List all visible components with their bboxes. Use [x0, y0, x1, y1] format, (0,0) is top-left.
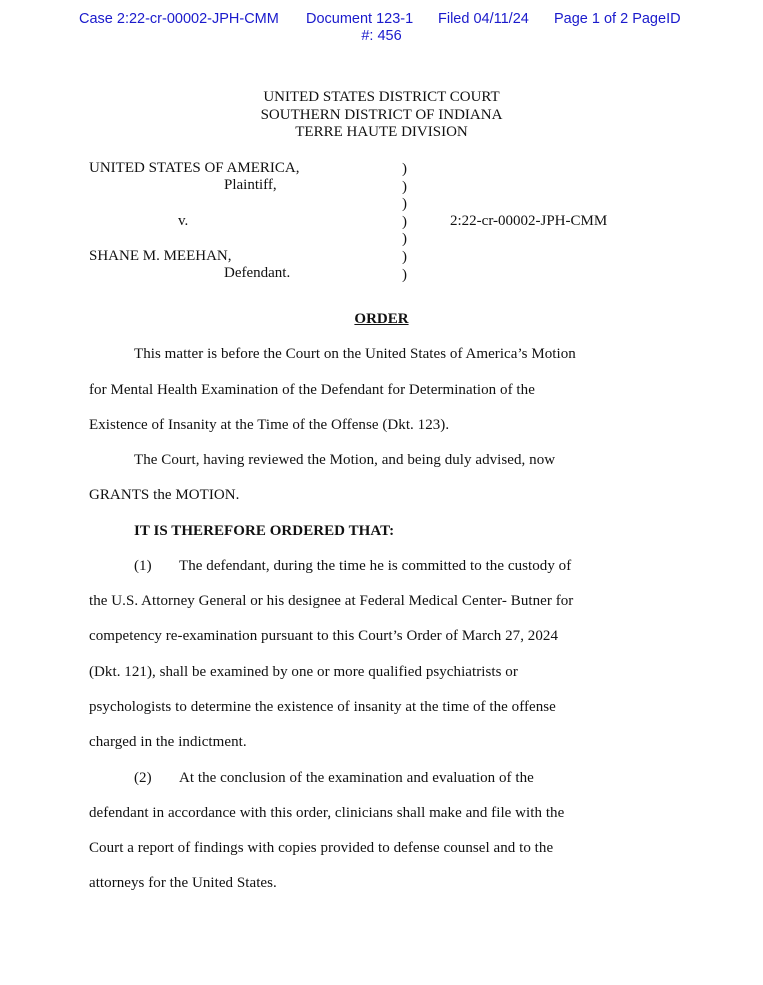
case-number-stamp: Case 2:22-cr-00002-JPH-CMM — [79, 11, 279, 27]
caption-paren: ) — [402, 213, 407, 230]
item-number: (1) — [134, 558, 152, 574]
body-line: (Dkt. 121), shall be examined by one or more qualified psychiatrists or — [89, 664, 518, 680]
body-line: attorneys for the United States. — [89, 875, 277, 891]
caption-paren: ) — [402, 248, 407, 265]
caption-paren: ) — [402, 266, 407, 283]
body-line: the U.S. Attorney General or his designee at Federal Medical Center- Butner for — [89, 593, 574, 609]
case-number: 2:22-cr-00002-JPH-CMM — [450, 213, 608, 229]
defendant-role: Defendant. — [224, 265, 291, 281]
body-line: psychologists to determine the existence of insanity at the time of the offense — [89, 699, 556, 715]
body-line: Existence of Insanity at the Time of the Offense (Dkt. 123). — [89, 417, 450, 433]
plaintiff-name: UNITED STATES OF AMERICA, — [89, 160, 300, 176]
body-line: The defendant, during the time he is committed to the custody of — [179, 558, 572, 574]
court-name: UNITED STATES DISTRICT COURT — [263, 89, 500, 105]
pageid-stamp: #: 456 — [361, 28, 402, 44]
caption-paren: ) — [402, 231, 407, 248]
body-line: for Mental Health Examination of the Defendant for Determination of the — [89, 382, 535, 398]
caption-paren: ) — [402, 178, 407, 195]
caption-paren: ) — [402, 161, 407, 177]
body-line: GRANTS the MOTION. — [89, 487, 240, 503]
court-district: SOUTHERN DISTRICT OF INDIANA — [260, 106, 503, 123]
body-line: Court a report of findings with copies provided to defense counsel and to the — [89, 840, 554, 856]
body-line: This matter is before the Court on the United States of America’s Motion — [134, 346, 576, 362]
item-number: (2) — [134, 770, 152, 786]
versus: v. — [178, 213, 189, 229]
plaintiff-role: Plaintiff, — [224, 177, 277, 193]
document-number-stamp: Document 123-1 — [306, 11, 414, 27]
page-count-stamp: Page 1 of 2 PageID — [554, 11, 681, 27]
caption-parentheses — [402, 161, 407, 284]
caption-paren: ) — [402, 196, 407, 213]
body-line: At the conclusion of the examination and evaluation of the — [179, 770, 534, 786]
order-title: ORDER — [354, 311, 409, 327]
ordered-heading: IT IS THEREFORE ORDERED THAT: — [134, 523, 395, 539]
body-line: charged in the indictment. — [89, 734, 247, 750]
body-line: competency re-examination pursuant to this Court’s Order of March 27, 2024 — [89, 628, 558, 644]
court-heading — [0, 89, 763, 142]
defendant-name: SHANE M. MEEHAN, — [89, 248, 232, 264]
body-line: defendant in accordance with this order, clinicians shall make and file with the — [89, 805, 565, 821]
filed-date-stamp: Filed 04/11/24 — [438, 11, 529, 27]
body-line: The Court, having reviewed the Motion, and being duly advised, now — [134, 452, 556, 468]
court-division: TERRE HAUTE DIVISION — [295, 124, 468, 140]
